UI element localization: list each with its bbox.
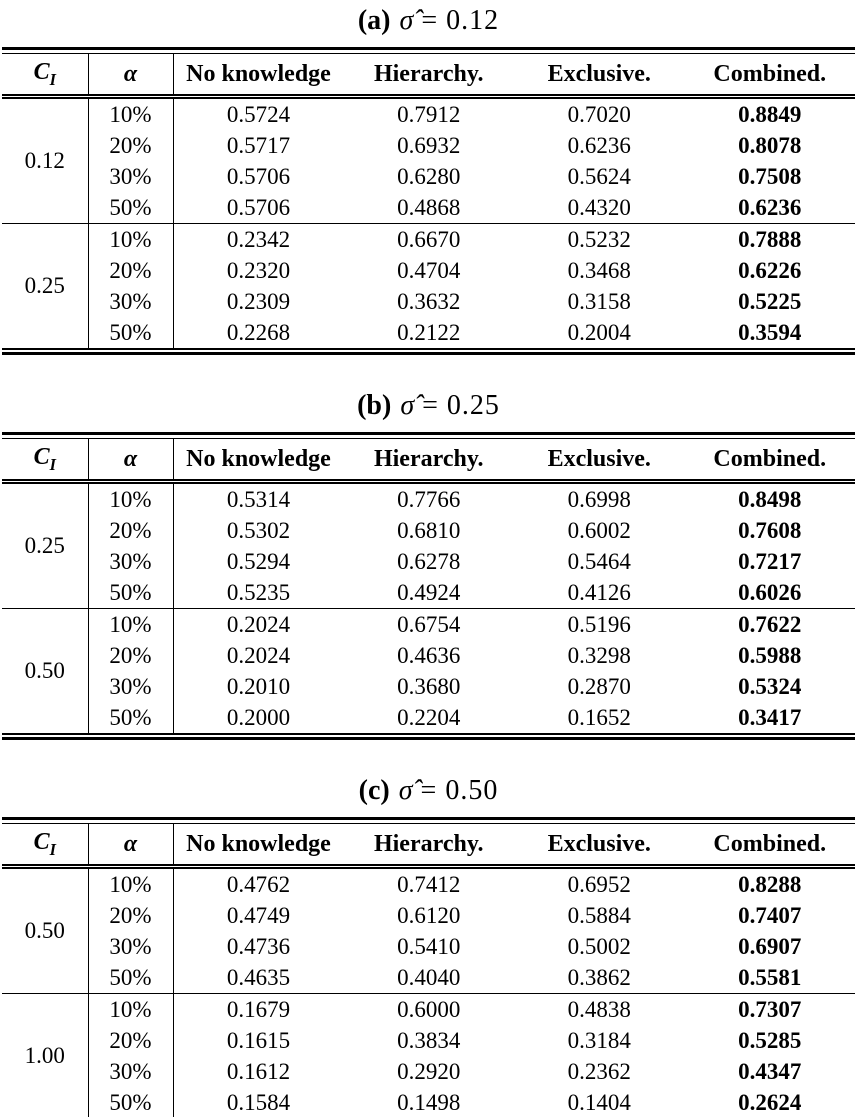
table-body-block (2, 609, 855, 734)
metric-value: 0.1584 (226, 1089, 291, 1115)
top-double-rule (2, 47, 855, 54)
alpha-value: 10% (88, 994, 173, 1026)
table-row (2, 286, 855, 317)
metric-value: 0.4636 (397, 642, 461, 668)
metric-value: 0.7912 (397, 101, 461, 127)
alpha-symbol: α (123, 445, 138, 472)
metric-value: 0.2920 (397, 1058, 461, 1084)
table-caption-a (2, 4, 855, 38)
metric-value: 0.2004 (567, 319, 631, 345)
caption-label: (c) (358, 775, 390, 806)
column-header-hierarchy: Hierarchy. (344, 54, 515, 97)
bottom-double-rule (2, 348, 855, 355)
alpha-value: 30% (88, 671, 173, 702)
table-row (2, 161, 855, 192)
metric-value: 0.2268 (226, 319, 291, 345)
column-header-exclusive: Exclusive. (514, 54, 685, 97)
metric-value: 0.7412 (397, 871, 461, 897)
alpha-value: 50% (88, 192, 173, 224)
alpha-value: 20% (88, 515, 173, 546)
combined-value: 0.8849 (738, 101, 802, 127)
metric-value: 0.2122 (397, 319, 461, 345)
header-row (2, 439, 855, 482)
table-row (2, 867, 855, 901)
metric-value: 0.2362 (567, 1058, 631, 1084)
combined-value: 0.6226 (738, 257, 802, 283)
table-caption-b (2, 389, 855, 423)
metric-value: 0.1615 (226, 1027, 291, 1053)
table-row (2, 702, 855, 733)
ci-value: 0.25 (2, 224, 88, 349)
column-header-no-knowledge: No knowledge (173, 439, 344, 482)
table-body-block (2, 994, 855, 1117)
metric-value: 0.6280 (397, 163, 461, 189)
metric-value: 0.6236 (567, 132, 631, 158)
alpha-value: 20% (88, 1025, 173, 1056)
column-header-combined: Combined. (685, 824, 856, 867)
results-table-c (2, 824, 855, 1117)
metric-value: 0.4320 (567, 194, 631, 220)
table-row (2, 1087, 855, 1117)
ci-symbol: $C_I$ (33, 58, 56, 89)
metric-value: 0.2870 (567, 673, 631, 699)
combined-value: 0.5324 (738, 673, 802, 699)
table-row (2, 994, 855, 1026)
metric-value: 0.5235 (226, 579, 291, 605)
column-header-hierarchy: Hierarchy. (344, 824, 515, 867)
ci-value: 0.25 (2, 482, 88, 609)
column-header-ci (2, 54, 88, 97)
metric-value: 0.4924 (397, 579, 461, 605)
caption-label: (b) (357, 390, 392, 421)
metric-value: 0.6278 (397, 548, 461, 574)
table-row (2, 609, 855, 641)
table-row (2, 546, 855, 577)
top-double-rule (2, 432, 855, 439)
metric-value: 0.3862 (567, 964, 631, 990)
metric-value: 0.5002 (567, 933, 631, 959)
column-header-alpha (88, 54, 173, 97)
metric-value: 0.5884 (567, 902, 631, 928)
metric-value: 0.3632 (397, 288, 461, 314)
table-row (2, 1025, 855, 1056)
column-header-combined: Combined. (685, 439, 856, 482)
metric-value: 0.5706 (226, 163, 291, 189)
alpha-value: 50% (88, 702, 173, 733)
table-row (2, 931, 855, 962)
results-table-b (2, 439, 855, 733)
table-row (2, 255, 855, 286)
column-header-no-knowledge: No knowledge (173, 54, 344, 97)
alpha-value: 30% (88, 931, 173, 962)
combined-value: 0.3594 (738, 319, 802, 345)
metric-value: 0.5302 (226, 517, 291, 543)
caption-label: (a) (357, 5, 391, 36)
metric-value: 0.1652 (567, 704, 631, 730)
alpha-value: 10% (88, 224, 173, 256)
caption-value: = 0.50 (420, 775, 499, 806)
metric-value: 0.6002 (567, 517, 631, 543)
table-row (2, 1056, 855, 1087)
metric-value: 0.1679 (226, 996, 291, 1022)
table-body-block (2, 224, 855, 349)
alpha-value: 30% (88, 546, 173, 577)
header-row (2, 54, 855, 97)
table-section-a (2, 4, 855, 355)
metric-value: 0.6932 (397, 132, 461, 158)
table-row (2, 482, 855, 516)
alpha-value: 30% (88, 161, 173, 192)
metric-value: 0.4704 (397, 257, 461, 283)
metric-value: 0.4762 (226, 871, 291, 897)
combined-value: 0.5581 (738, 964, 802, 990)
combined-value: 0.7888 (738, 226, 802, 252)
metric-value: 0.2320 (226, 257, 291, 283)
top-double-rule (2, 817, 855, 824)
table-row (2, 962, 855, 994)
table-row (2, 317, 855, 348)
column-header-hierarchy: Hierarchy. (344, 439, 515, 482)
table-row (2, 224, 855, 256)
alpha-value: 10% (88, 867, 173, 901)
column-header-ci (2, 439, 88, 482)
metric-value: 0.2309 (226, 288, 291, 314)
alpha-value: 50% (88, 577, 173, 609)
combined-value: 0.7622 (738, 611, 802, 637)
column-header-no-knowledge: No knowledge (173, 824, 344, 867)
ci-symbol: $C_I$ (33, 443, 56, 474)
ci-value: 1.00 (2, 994, 88, 1117)
alpha-value: 10% (88, 482, 173, 516)
table-section-c (2, 774, 855, 1117)
metric-value: 0.6670 (397, 226, 461, 252)
combined-value: 0.2624 (738, 1089, 802, 1115)
metric-value: 0.4635 (226, 964, 291, 990)
combined-value: 0.7508 (738, 163, 802, 189)
metric-value: 0.4040 (397, 964, 461, 990)
caption-sigma-hat-symbol: σ̂ (400, 390, 415, 421)
metric-value: 0.6810 (397, 517, 461, 543)
metric-value: 0.5717 (226, 132, 291, 158)
alpha-value: 30% (88, 286, 173, 317)
combined-value: 0.8498 (738, 486, 802, 512)
column-header-exclusive: Exclusive. (514, 439, 685, 482)
combined-value: 0.8288 (738, 871, 802, 897)
table-row (2, 671, 855, 702)
header-row (2, 824, 855, 867)
caption-value: = 0.12 (421, 5, 500, 36)
ci-value: 0.50 (2, 867, 88, 994)
caption-sigma-hat-symbol: σ̂ (398, 775, 413, 806)
metric-value: 0.1404 (567, 1089, 631, 1115)
metric-value: 0.3298 (567, 642, 631, 668)
table-row (2, 640, 855, 671)
metric-value: 0.5624 (567, 163, 631, 189)
combined-value: 0.3417 (738, 704, 802, 730)
column-header-combined: Combined. (685, 54, 856, 97)
combined-value: 0.6236 (738, 194, 802, 220)
alpha-value: 20% (88, 130, 173, 161)
metric-value: 0.3834 (397, 1027, 461, 1053)
metric-value: 0.3680 (397, 673, 461, 699)
table-row (2, 192, 855, 224)
alpha-symbol: α (123, 60, 138, 87)
combined-value: 0.5285 (738, 1027, 802, 1053)
metric-value: 0.7020 (567, 101, 631, 127)
combined-value: 0.7608 (738, 517, 802, 543)
table-row (2, 97, 855, 131)
metric-value: 0.5706 (226, 194, 291, 220)
metric-value: 0.3468 (567, 257, 631, 283)
alpha-value: 20% (88, 640, 173, 671)
combined-value: 0.7217 (738, 548, 802, 574)
metric-value: 0.6120 (397, 902, 461, 928)
metric-value: 0.2342 (226, 226, 291, 252)
metric-value: 0.3158 (567, 288, 631, 314)
table-row (2, 130, 855, 161)
alpha-value: 50% (88, 317, 173, 348)
combined-value: 0.5988 (738, 642, 802, 668)
alpha-value: 10% (88, 609, 173, 641)
alpha-value: 10% (88, 97, 173, 131)
combined-value: 0.6026 (738, 579, 802, 605)
combined-value: 0.7407 (738, 902, 802, 928)
metric-value: 0.2000 (226, 704, 291, 730)
combined-value: 0.5225 (738, 288, 802, 314)
table-row (2, 577, 855, 609)
table-caption-c (2, 774, 855, 808)
metric-value: 0.2024 (226, 611, 291, 637)
combined-value: 0.8078 (738, 132, 802, 158)
metric-value: 0.5196 (567, 611, 631, 637)
metric-value: 0.5464 (567, 548, 631, 574)
metric-value: 0.1612 (226, 1058, 291, 1084)
alpha-value: 50% (88, 1087, 173, 1117)
metric-value: 0.5314 (226, 486, 291, 512)
caption-value: = 0.25 (422, 390, 500, 421)
caption-sigma-hat-symbol: σ̂ (399, 5, 414, 36)
metric-value: 0.5294 (226, 548, 291, 574)
metric-value: 0.6998 (567, 486, 631, 512)
column-header-alpha (88, 439, 173, 482)
ci-symbol: $C_I$ (33, 828, 56, 859)
metric-value: 0.5410 (397, 933, 461, 959)
metric-value: 0.4736 (226, 933, 291, 959)
alpha-value: 20% (88, 255, 173, 286)
metric-value: 0.5232 (567, 226, 631, 252)
table-row (2, 515, 855, 546)
metric-value: 0.6952 (567, 871, 631, 897)
metric-value: 0.5724 (226, 101, 291, 127)
table-body-block (2, 482, 855, 609)
metric-value: 0.4838 (567, 996, 631, 1022)
ci-value: 0.12 (2, 97, 88, 224)
alpha-value: 30% (88, 1056, 173, 1087)
metric-value: 0.2010 (226, 673, 291, 699)
table-body-block (2, 867, 855, 994)
alpha-value: 50% (88, 962, 173, 994)
alpha-value: 20% (88, 900, 173, 931)
metric-value: 0.4749 (226, 902, 291, 928)
metric-value: 0.6000 (397, 996, 461, 1022)
table-row (2, 900, 855, 931)
column-header-alpha (88, 824, 173, 867)
metric-value: 0.7766 (397, 486, 461, 512)
column-header-exclusive: Exclusive. (514, 824, 685, 867)
metric-value: 0.3184 (567, 1027, 631, 1053)
column-header-ci (2, 824, 88, 867)
ci-value: 0.50 (2, 609, 88, 734)
combined-value: 0.7307 (738, 996, 802, 1022)
bottom-double-rule (2, 733, 855, 740)
results-table-a (2, 54, 855, 348)
metric-value: 0.2024 (226, 642, 291, 668)
table-body-block (2, 97, 855, 224)
alpha-symbol: α (123, 830, 138, 857)
metric-value: 0.6754 (397, 611, 461, 637)
metric-value: 0.4868 (397, 194, 461, 220)
combined-value: 0.4347 (738, 1058, 802, 1084)
table-section-b (2, 389, 855, 740)
metric-value: 0.4126 (567, 579, 631, 605)
metric-value: 0.1498 (397, 1089, 461, 1115)
combined-value: 0.6907 (738, 933, 802, 959)
metric-value: 0.2204 (397, 704, 461, 730)
